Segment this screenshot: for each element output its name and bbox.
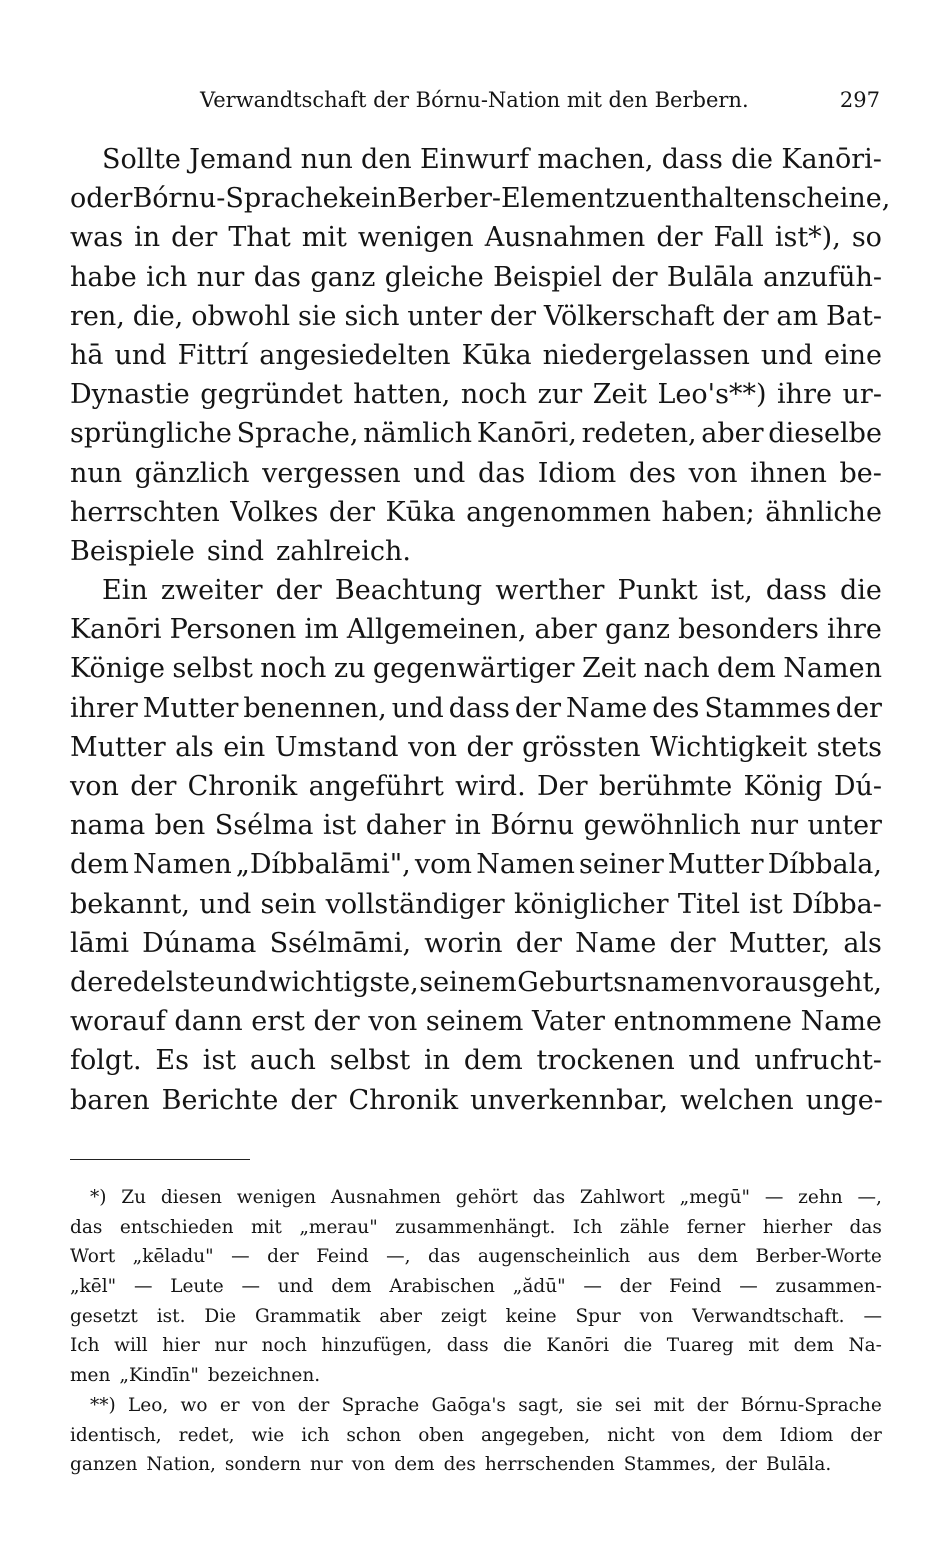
text-line: Kanōri Personen im Allgemeinen, aber ganz besonders ihre (70, 614, 882, 646)
text-line: oder Bórnu-Sprache kein Berber-Element zu enthalten scheine, (70, 183, 891, 215)
footnote-line: „kēl" — Leute — und dem Arabischen „ădū" — der Feind — zusammen- (70, 1276, 882, 1298)
text-line: Mutter als ein Umstand von der grössten Wichtigkeit stets (70, 731, 882, 763)
text-line: herrschten Volkes der Kūka angenommen haben; ähnliche (70, 496, 882, 528)
text-line: Sollte Jemand nun den Einwurf machen, dass die Kanōri- (102, 144, 882, 175)
text-line: der edelste und wichtigste, seinem Geburtsnamen vorausgeht, (70, 966, 882, 998)
footnote-line: *) Zu diesen wenigen Ausnahmen gehört das Zahlwort „megū" — zehn —, (90, 1187, 882, 1208)
text-line: nun gänzlich vergessen und das Idiom des von ihnen be- (70, 457, 882, 489)
footnote-line: identisch, redet, wie ich schon oben angegeben, nicht von dem Idiom der (70, 1424, 882, 1446)
text-line: Beispiele sind zahlreich. (70, 535, 411, 567)
main-text (70, 140, 891, 1120)
footnote-line: das entschieden mit „merau" zusammenhängt. Ich zähle ferner hierher das (70, 1216, 882, 1238)
text-line: Könige selbst noch zu gegenwärtiger Zeit nach dem Namen (70, 653, 882, 685)
text-line: nama ben Ssélma ist daher in Bórnu gewöhnlich nur unter (70, 810, 882, 842)
footnote-line: Wort „kēladu" — der Feind —, das augenscheinlich aus dem Berber-Worte (70, 1246, 882, 1268)
text-line: lāmi Dúnama Ssélmāmi, worin der Name der Mutter, als (70, 927, 882, 959)
footnote (70, 1183, 882, 1391)
page-number: 297 (839, 88, 880, 112)
text-line: ihrer Mutter benennen, und dass der Name des Stammes der (70, 692, 882, 724)
footnote (70, 1391, 882, 1480)
text-line: was in der That mit wenigen Ausnahmen der Fall ist*), so (70, 222, 882, 254)
text-line: von der Chronik angeführt wird. Der berühmte König Dú- (70, 771, 882, 802)
text-line: hā und Fittrí angesiedelten Kūka niedergelassen und eine (70, 339, 882, 371)
text-line: habe ich nur das ganz gleiche Beispiel der Bulāla anzufüh- (70, 261, 882, 293)
footnote-line: **) Leo, wo er von der Sprache Gaōga's sagt, sie sei mit der Bórnu-Sprache (90, 1394, 882, 1416)
footnote-line: ganzen Nation, sondern nur von dem des herrschenden Stammes, der Bulāla. (70, 1454, 832, 1476)
footnote-line: gesetzt ist. Die Grammatik aber zeigt keine Spur von Verwandtschaft. — (70, 1305, 882, 1327)
paragraph (70, 140, 891, 571)
text-line: Dynastie gegründet hatten, noch zur Zeit Leo's**) ihre ur- (70, 379, 882, 411)
text-line: bekannt, und sein vollständiger königlicher Titel ist Díbba- (70, 888, 882, 920)
running-header (200, 88, 880, 112)
text-line: ren, die, obwohl sie sich unter der Völkerschaft der am Bat- (70, 300, 882, 332)
footnote-line: men „Kindīn" bezeichnen. (70, 1365, 321, 1387)
text-line: worauf dann erst der von seinem Vater entnommene Name (70, 1006, 882, 1038)
text-line: dem Namen „Díbbalāmi", vom Namen seiner Mutter Díbbala, (70, 849, 882, 881)
text-line: sprüngliche Sprache, nämlich Kanōri, redeten, aber dieselbe (70, 418, 882, 450)
text-line: baren Berichte der Chronik unverkennbar, welchen unge- (70, 1084, 883, 1116)
footnotes (70, 1183, 882, 1480)
footnote-separator (70, 1159, 250, 1160)
footnote-line: Ich will hier nur noch hinzufügen, dass die Kanōri die Tuareg mit dem Na- (70, 1335, 882, 1357)
text-line: Ein zweiter der Beachtung werther Punkt ist, dass die (102, 575, 882, 607)
running-title: Verwandtschaft der Bórnu-Nation mit den Berbern. (200, 88, 749, 112)
text-line: folgt. Es ist auch selbst in dem trockenen und unfrucht- (70, 1045, 882, 1077)
paragraph (70, 571, 882, 1120)
